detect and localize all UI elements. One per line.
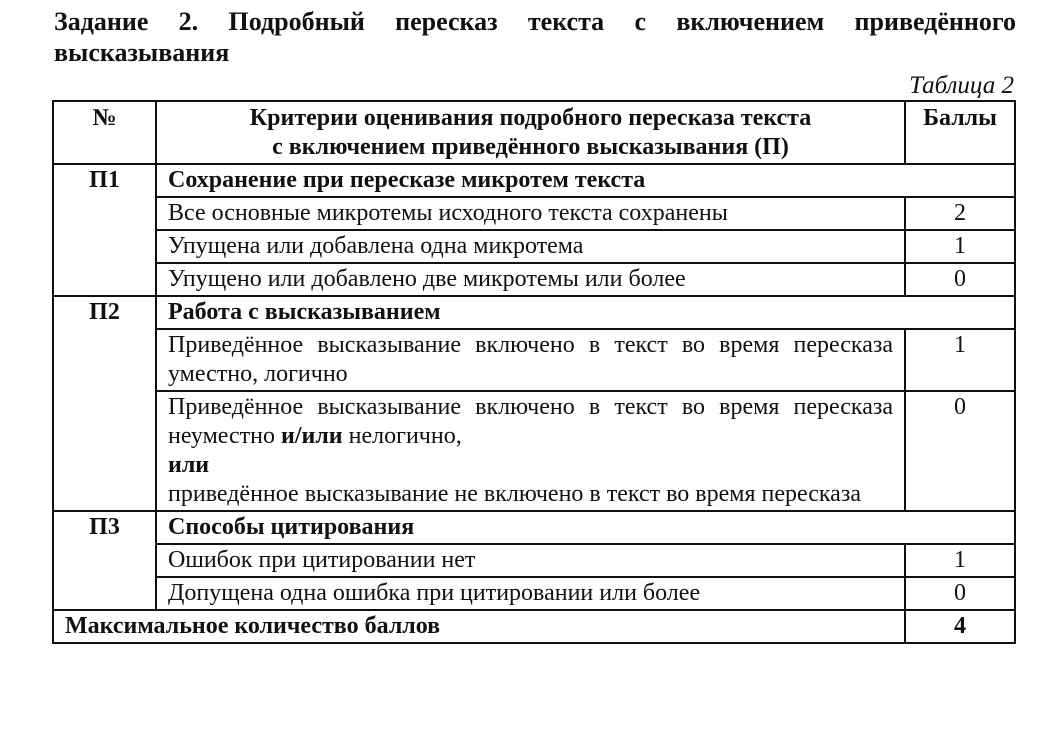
table-row bbox=[53, 511, 1015, 544]
criterion-score: 1 bbox=[905, 329, 1015, 391]
total-row bbox=[53, 610, 1015, 643]
header-criteria-line2: с включением приведённого высказывания (П) bbox=[272, 134, 789, 160]
criterion-score: 2 bbox=[905, 197, 1015, 230]
criterion-score: 1 bbox=[905, 230, 1015, 263]
task-heading: Задание 2. Подробный пересказ текста с включением приведённого высказывания bbox=[54, 7, 1016, 67]
criterion-text-part: приведённое высказывание не включено в текст во время пересказа bbox=[168, 481, 861, 507]
header-points: Баллы bbox=[905, 101, 1015, 164]
criterion-text: Все основные микротемы исходного текста сохранены bbox=[156, 197, 905, 230]
table-row bbox=[53, 296, 1015, 329]
criterion-text bbox=[156, 391, 905, 511]
criterion-text: Упущена или добавлена одна микротема bbox=[156, 230, 905, 263]
criterion-score: 0 bbox=[905, 391, 1015, 511]
table-row bbox=[53, 263, 1015, 296]
table-row bbox=[53, 197, 1015, 230]
criterion-code-p1: П1 bbox=[53, 164, 156, 296]
table-row bbox=[53, 329, 1015, 391]
criterion-title-p3: Способы цитирования bbox=[156, 511, 1015, 544]
header-number: № bbox=[53, 101, 156, 164]
table-row bbox=[53, 230, 1015, 263]
table-row bbox=[53, 577, 1015, 610]
total-score: 4 bbox=[905, 610, 1015, 643]
criterion-text-emphasis: и/или bbox=[281, 423, 343, 449]
criterion-score: 0 bbox=[905, 263, 1015, 296]
criterion-code-p3: П3 bbox=[53, 511, 156, 610]
total-label: Максимальное количество баллов bbox=[53, 610, 905, 643]
criteria-table bbox=[52, 100, 1016, 644]
criterion-title-p2: Работа с высказыванием bbox=[156, 296, 1015, 329]
criterion-text-part: Приведённое высказывание включено в текст во время пересказа неуместно bbox=[168, 394, 893, 449]
criterion-score: 0 bbox=[905, 577, 1015, 610]
criterion-text: Ошибок при цитировании нет bbox=[156, 544, 905, 577]
criterion-text: Упущено или добавлено две микротемы или более bbox=[156, 263, 905, 296]
criterion-text-part: нелогично, bbox=[342, 423, 462, 449]
criterion-text: Допущена одна ошибка при цитировании или более bbox=[156, 577, 905, 610]
header-criteria bbox=[156, 101, 905, 164]
criterion-code-p2: П2 bbox=[53, 296, 156, 511]
criterion-title-p1: Сохранение при пересказе микротем текста bbox=[156, 164, 1015, 197]
criterion-text: Приведённое высказывание включено в текст во время пересказа уместно, логично bbox=[156, 329, 905, 391]
criterion-text-or: или bbox=[168, 452, 210, 478]
table-row bbox=[53, 164, 1015, 197]
criterion-score: 1 bbox=[905, 544, 1015, 577]
table-caption: Таблица 2 bbox=[909, 72, 1014, 99]
table-row bbox=[53, 544, 1015, 577]
header-criteria-line1: Критерии оценивания подробного пересказа текста bbox=[249, 105, 812, 131]
table-row bbox=[53, 391, 1015, 511]
header-row bbox=[53, 101, 1015, 164]
